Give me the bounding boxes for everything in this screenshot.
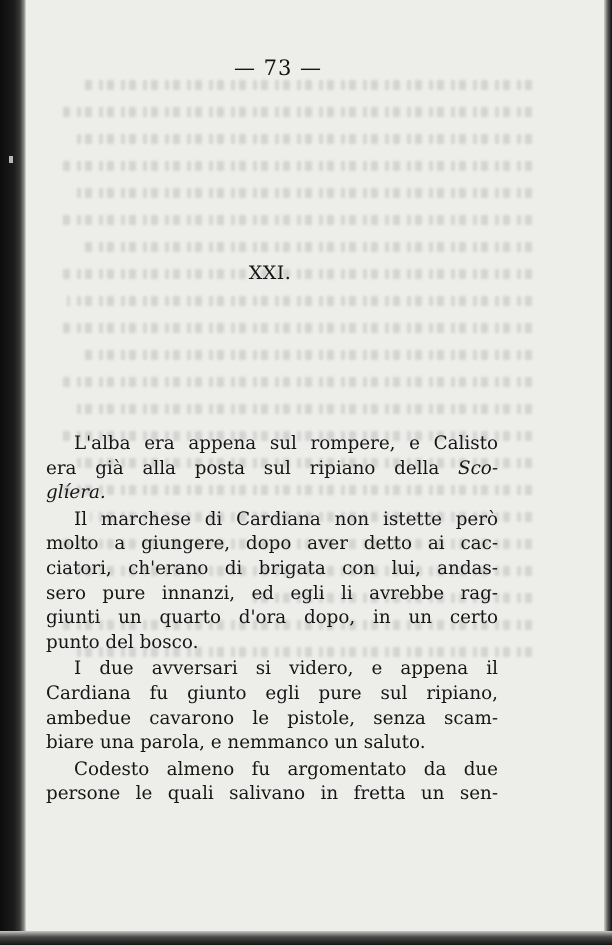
- page-bottom-edge: [0, 931, 612, 945]
- paragraph-3: [46, 657, 498, 755]
- italic-word: glíera.: [46, 482, 106, 504]
- chapter-heading: XXI.: [248, 262, 292, 284]
- text-line: punto del bosco.: [46, 631, 199, 653]
- text-line-part: era già alla posta sul ripiano della: [46, 457, 459, 479]
- text-line: molto a giungere, dopo aver detto ai cac-: [46, 533, 498, 555]
- text-line: I due avversari si videro, e appena il: [74, 658, 498, 680]
- text-line: [46, 457, 498, 482]
- paragraph-1: [46, 432, 498, 506]
- page-right-edge: [604, 0, 612, 945]
- text-line: Cardiana fu giunto egli pure sul ripiano,: [46, 682, 498, 704]
- text-line: ciatori, ch'erano di brigata con lui, andas-: [46, 557, 498, 579]
- page-number: — 73 —: [233, 56, 323, 80]
- text-line: [46, 481, 498, 506]
- text-line: L'alba era appena sul rompere, e Calisto: [74, 433, 498, 454]
- text-line: giunti un quarto d'ora dopo, in un certo: [46, 607, 498, 629]
- text-line: Il marchese di Cardiana non istette però: [74, 508, 498, 530]
- margin-mark: [9, 156, 13, 163]
- text-line: persone le quali salivano in fretta un sen-: [46, 783, 498, 805]
- text-line: biare una parola, e nemmanco un saluto.: [46, 732, 426, 754]
- text-line: Codesto almeno fu argomentato da due: [74, 758, 498, 780]
- text-line: ambedue cavarono le pistole, senza scam-: [46, 707, 498, 729]
- paragraph-2: [46, 508, 498, 656]
- page-binding-edge: [0, 0, 26, 945]
- paragraph-4: [46, 758, 498, 807]
- italic-word: Sco-: [458, 457, 498, 479]
- text-line: sero pure innanzi, ed egli li avrebbe rag-: [46, 582, 498, 604]
- chapter-body: [46, 432, 498, 809]
